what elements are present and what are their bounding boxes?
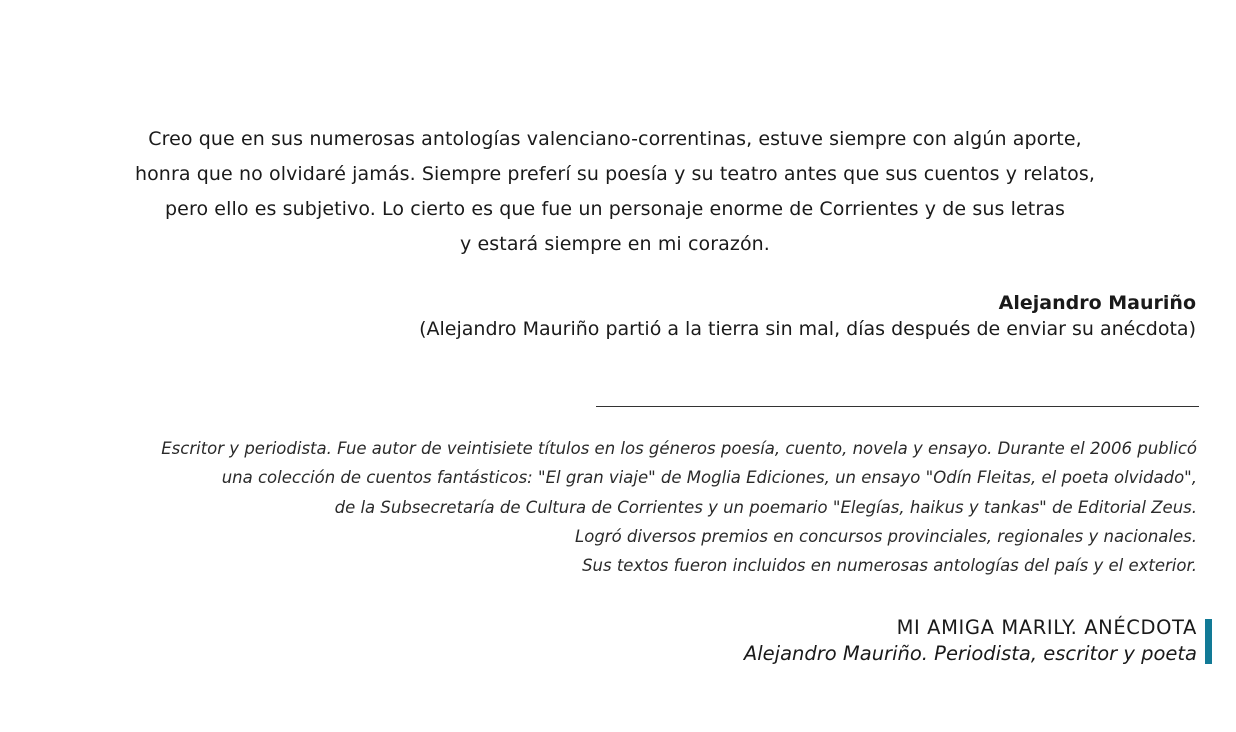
quote-line: pero ello es subjetivo. Lo cierto es que fue un personaje enorme de Corrientes y de sus letras: [165, 198, 1065, 220]
page-footer: [744, 615, 1197, 667]
bio-line: Escritor y periodista. Fue autor de veintisiete títulos en los géneros poesía, cuento, novela y ensayo. Durante el 2006 publicó: [161, 439, 1197, 458]
quote-paragraph: [60, 122, 1170, 262]
section-subtitle: Alejandro Mauriño. Periodista, escritor y poeta: [743, 642, 1197, 665]
author-note: (Alejandro Mauriño partió a la tierra sin mal, días después de enviar su anécdota): [419, 318, 1196, 340]
bio-line: Sus textos fueron incluidos en numerosas antologías del país y el exterior.: [582, 556, 1197, 576]
bio-line: de la Subsecretaría de Cultura de Corrientes y un poemario "Elegías, haikus y tankas" de Editorial Zeus.: [334, 497, 1197, 517]
author-name: Alejandro Mauriño: [998, 292, 1196, 314]
section-title: MI AMIGA MARILY. ANÉCDOTA: [896, 616, 1197, 639]
quote-line: y estará siempre en mi corazón.: [460, 233, 770, 255]
signature-block: [419, 290, 1196, 342]
accent-bar: [1205, 619, 1212, 664]
bio-line: una colección de cuentos fantásticos: "El gran viaje" de Moglia Ediciones, un ensayo "Odín Fleitas, el poeta olvidado",: [221, 468, 1197, 488]
quote-line: Creo que en sus numerosas antologías valenciano-correntinas, estuve siempre con algún aporte,: [148, 128, 1082, 150]
section-divider: [596, 406, 1199, 407]
author-bio: [47, 434, 1197, 580]
bio-line: Logró diversos premios en concursos provinciales, regionales y nacionales.: [575, 526, 1197, 546]
quote-line: honra que no olvidaré jamás. Siempre preferí su poesía y su teatro antes que sus cuentos y relatos,: [134, 163, 1096, 185]
